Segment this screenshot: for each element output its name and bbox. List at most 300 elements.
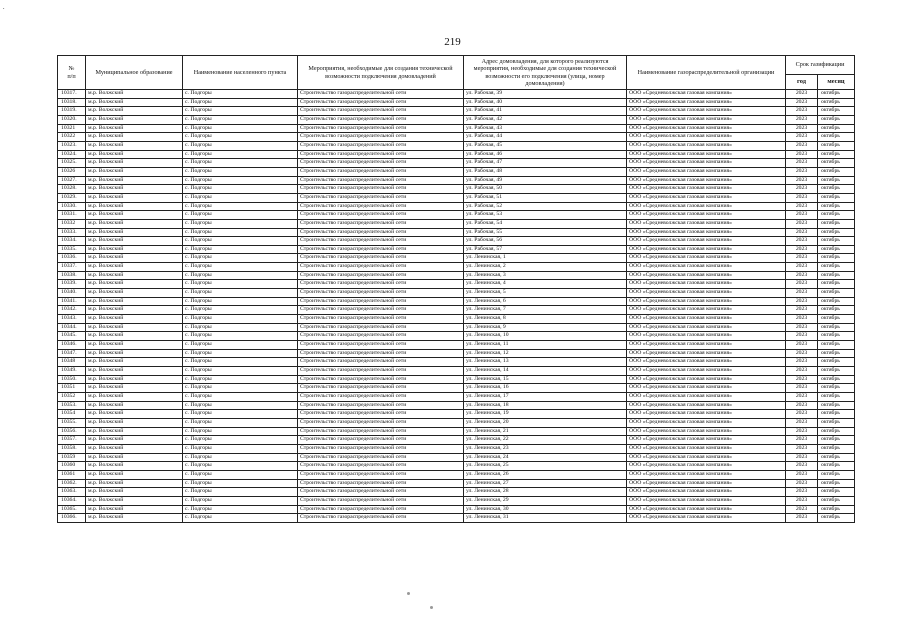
cell-municipality: м.р. Волжский	[86, 479, 183, 488]
cell-settlement: с. Подгоры	[183, 150, 298, 159]
cell-measures: Строительство газораспределительной сети	[298, 306, 464, 315]
cell-month: октябрь	[818, 159, 855, 168]
cell-municipality: м.р. Волжский	[86, 384, 183, 393]
cell-number: 10359	[58, 453, 86, 462]
cell-number: 10348	[58, 358, 86, 367]
cell-month: октябрь	[818, 496, 855, 505]
cell-year: 2023	[786, 237, 818, 246]
cell-municipality: м.р. Волжский	[86, 375, 183, 384]
cell-number: 10323.	[58, 141, 86, 150]
cell-municipality: м.р. Волжский	[86, 133, 183, 142]
cell-address: ул. Рабочая, 54	[464, 219, 627, 228]
cell-settlement: с. Подгоры	[183, 237, 298, 246]
cell-address: ул. Ленинская, 19	[464, 410, 627, 419]
cell-organization: ООО «Средневолжская газовая компания»	[627, 505, 786, 514]
cell-number: 10351	[58, 384, 86, 393]
cell-municipality: м.р. Волжский	[86, 444, 183, 453]
cell-organization: ООО «Средневолжская газовая компания»	[627, 479, 786, 488]
cell-organization: ООО «Средневолжская газовая компания»	[627, 297, 786, 306]
cell-settlement: с. Подгоры	[183, 367, 298, 376]
cell-organization: ООО «Средневолжская газовая компания»	[627, 444, 786, 453]
cell-year: 2023	[786, 479, 818, 488]
cell-organization: ООО «Средневолжская газовая компания»	[627, 323, 786, 332]
cell-month: октябрь	[818, 436, 855, 445]
cell-settlement: с. Подгоры	[183, 496, 298, 505]
cell-settlement: с. Подгоры	[183, 90, 298, 99]
cell-year: 2023	[786, 306, 818, 315]
cell-settlement: с. Подгоры	[183, 514, 298, 523]
table-row	[58, 462, 855, 471]
cell-address: ул. Рабочая, 49	[464, 176, 627, 185]
scan-speck	[407, 592, 410, 595]
cell-organization: ООО «Средневолжская газовая компания»	[627, 263, 786, 272]
cell-month: октябрь	[818, 401, 855, 410]
cell-organization: ООО «Средневолжская газовая компания»	[627, 193, 786, 202]
cell-municipality: м.р. Волжский	[86, 297, 183, 306]
cell-number: 10317.	[58, 90, 86, 99]
cell-settlement: с. Подгоры	[183, 418, 298, 427]
table-row	[58, 514, 855, 523]
cell-year: 2023	[786, 202, 818, 211]
cell-municipality: м.р. Волжский	[86, 496, 183, 505]
cell-year: 2023	[786, 392, 818, 401]
cell-municipality: м.р. Волжский	[86, 306, 183, 315]
cell-number: 10363.	[58, 488, 86, 497]
cell-measures: Строительство газораспределительной сети	[298, 367, 464, 376]
cell-organization: ООО «Средневолжская газовая компания»	[627, 271, 786, 280]
cell-month: октябрь	[818, 384, 855, 393]
cell-organization: ООО «Средневолжская газовая компания»	[627, 133, 786, 142]
cell-year: 2023	[786, 297, 818, 306]
cell-year: 2023	[786, 176, 818, 185]
table-row	[58, 263, 855, 272]
cell-number: 10339.	[58, 280, 86, 289]
cell-municipality: м.р. Волжский	[86, 358, 183, 367]
cell-month: октябрь	[818, 367, 855, 376]
cell-municipality: м.р. Волжский	[86, 124, 183, 133]
cell-number: 10356.	[58, 427, 86, 436]
table-row	[58, 193, 855, 202]
table-row	[58, 271, 855, 280]
cell-measures: Строительство газораспределительной сети	[298, 427, 464, 436]
cell-address: ул. Ленинская, 15	[464, 375, 627, 384]
cell-measures: Строительство газораспределительной сети	[298, 384, 464, 393]
cell-month: октябрь	[818, 453, 855, 462]
cell-month: октябрь	[818, 505, 855, 514]
cell-address: ул. Ленинская, 31	[464, 514, 627, 523]
cell-number: 10365.	[58, 505, 86, 514]
cell-address: ул. Рабочая, 47	[464, 159, 627, 168]
cell-settlement: с. Подгоры	[183, 219, 298, 228]
cell-address: ул. Ленинская, 4	[464, 280, 627, 289]
table-row	[58, 228, 855, 237]
cell-number: 10344.	[58, 323, 86, 332]
cell-organization: ООО «Средневолжская газовая компания»	[627, 228, 786, 237]
cell-month: октябрь	[818, 141, 855, 150]
cell-month: октябрь	[818, 479, 855, 488]
cell-organization: ООО «Средневолжская газовая компания»	[627, 358, 786, 367]
cell-measures: Строительство газораспределительной сети	[298, 219, 464, 228]
cell-number: 10358.	[58, 444, 86, 453]
cell-year: 2023	[786, 159, 818, 168]
cell-year: 2023	[786, 323, 818, 332]
cell-year: 2023	[786, 418, 818, 427]
cell-measures: Строительство газораспределительной сети	[298, 124, 464, 133]
cell-number: 10322	[58, 133, 86, 142]
cell-address: ул. Ленинская, 23	[464, 444, 627, 453]
cell-number: 10330.	[58, 202, 86, 211]
cell-month: октябрь	[818, 237, 855, 246]
cell-number: 10341.	[58, 297, 86, 306]
cell-number: 10326	[58, 167, 86, 176]
cell-address: ул. Ленинская, 21	[464, 427, 627, 436]
gasification-table	[57, 55, 855, 523]
table-row	[58, 436, 855, 445]
header-year: год	[786, 75, 818, 90]
cell-number: 10340.	[58, 289, 86, 298]
table-row	[58, 392, 855, 401]
cell-settlement: с. Подгоры	[183, 115, 298, 124]
cell-organization: ООО «Средневолжская газовая компания»	[627, 375, 786, 384]
cell-settlement: с. Подгоры	[183, 479, 298, 488]
cell-number: 10327.	[58, 176, 86, 185]
cell-year: 2023	[786, 263, 818, 272]
cell-address: ул. Рабочая, 46	[464, 150, 627, 159]
cell-number: 10331.	[58, 211, 86, 220]
cell-measures: Строительство газораспределительной сети	[298, 98, 464, 107]
table-row	[58, 280, 855, 289]
cell-measures: Строительство газораспределительной сети	[298, 488, 464, 497]
table-row	[58, 254, 855, 263]
cell-organization: ООО «Средневолжская газовая компания»	[627, 107, 786, 116]
cell-measures: Строительство газораспределительной сети	[298, 141, 464, 150]
cell-month: октябрь	[818, 193, 855, 202]
cell-address: ул. Ленинская, 16	[464, 384, 627, 393]
cell-month: октябрь	[818, 245, 855, 254]
cell-municipality: м.р. Волжский	[86, 98, 183, 107]
header-address: Адрес домовладения, для которого реализуются мероприятия, необходимые для создания технической возможности его подключения (улица, номер домовладения)	[464, 56, 627, 90]
cell-settlement: с. Подгоры	[183, 271, 298, 280]
cell-number: 10320.	[58, 115, 86, 124]
cell-settlement: с. Подгоры	[183, 176, 298, 185]
cell-settlement: с. Подгоры	[183, 375, 298, 384]
cell-measures: Строительство газораспределительной сети	[298, 176, 464, 185]
cell-address: ул. Ленинская, 29	[464, 496, 627, 505]
cell-address: ул. Рабочая, 52	[464, 202, 627, 211]
cell-address: ул. Ленинская, 18	[464, 401, 627, 410]
cell-organization: ООО «Средневолжская газовая компания»	[627, 98, 786, 107]
cell-year: 2023	[786, 332, 818, 341]
table-row	[58, 488, 855, 497]
cell-year: 2023	[786, 496, 818, 505]
table-row	[58, 384, 855, 393]
cell-organization: ООО «Средневолжская газовая компания»	[627, 211, 786, 220]
cell-address: ул. Рабочая, 43	[464, 124, 627, 133]
table-row	[58, 176, 855, 185]
cell-year: 2023	[786, 401, 818, 410]
cell-year: 2023	[786, 228, 818, 237]
cell-municipality: м.р. Волжский	[86, 341, 183, 350]
cell-municipality: м.р. Волжский	[86, 470, 183, 479]
cell-month: октябрь	[818, 297, 855, 306]
cell-year: 2023	[786, 488, 818, 497]
cell-municipality: м.р. Волжский	[86, 289, 183, 298]
table-row	[58, 115, 855, 124]
cell-organization: ООО «Средневолжская газовая компания»	[627, 289, 786, 298]
cell-year: 2023	[786, 211, 818, 220]
cell-settlement: с. Подгоры	[183, 289, 298, 298]
cell-settlement: с. Подгоры	[183, 315, 298, 324]
cell-organization: ООО «Средневолжская газовая компания»	[627, 306, 786, 315]
corner-mark: .	[0, 1, 6, 12]
cell-measures: Строительство газораспределительной сети	[298, 453, 464, 462]
cell-address: ул. Ленинская, 7	[464, 306, 627, 315]
header-measures: Мероприятия, необходимые для создания технической возможности подключения домовладений	[298, 56, 464, 90]
cell-year: 2023	[786, 193, 818, 202]
cell-year: 2023	[786, 384, 818, 393]
cell-number: 10353.	[58, 401, 86, 410]
cell-measures: Строительство газораспределительной сети	[298, 505, 464, 514]
cell-address: ул. Рабочая, 55	[464, 228, 627, 237]
cell-year: 2023	[786, 514, 818, 523]
table-row	[58, 141, 855, 150]
cell-measures: Строительство газораспределительной сети	[298, 115, 464, 124]
cell-municipality: м.р. Волжский	[86, 211, 183, 220]
cell-address: ул. Рабочая, 53	[464, 211, 627, 220]
cell-address: ул. Ленинская, 22	[464, 436, 627, 445]
cell-municipality: м.р. Волжский	[86, 254, 183, 263]
cell-address: ул. Ленинская, 6	[464, 297, 627, 306]
cell-address: ул. Ленинская, 13	[464, 358, 627, 367]
cell-year: 2023	[786, 90, 818, 99]
cell-organization: ООО «Средневолжская газовая компания»	[627, 367, 786, 376]
cell-number: 10328.	[58, 185, 86, 194]
cell-organization: ООО «Средневолжская газовая компания»	[627, 176, 786, 185]
cell-address: ул. Рабочая, 50	[464, 185, 627, 194]
cell-number: 10335.	[58, 245, 86, 254]
cell-municipality: м.р. Волжский	[86, 488, 183, 497]
table-row	[58, 124, 855, 133]
cell-address: ул. Ленинская, 10	[464, 332, 627, 341]
cell-settlement: с. Подгоры	[183, 488, 298, 497]
cell-measures: Строительство газораспределительной сети	[298, 237, 464, 246]
cell-address: ул. Рабочая, 40	[464, 98, 627, 107]
cell-municipality: м.р. Волжский	[86, 115, 183, 124]
cell-settlement: с. Подгоры	[183, 341, 298, 350]
page-number: 219	[444, 36, 461, 48]
table-row	[58, 90, 855, 99]
cell-measures: Строительство газораспределительной сети	[298, 401, 464, 410]
cell-month: октябрь	[818, 254, 855, 263]
cell-number: 10333.	[58, 228, 86, 237]
cell-measures: Строительство газораспределительной сети	[298, 332, 464, 341]
cell-settlement: с. Подгоры	[183, 358, 298, 367]
cell-month: октябрь	[818, 219, 855, 228]
cell-municipality: м.р. Волжский	[86, 349, 183, 358]
cell-measures: Строительство газораспределительной сети	[298, 167, 464, 176]
cell-measures: Строительство газораспределительной сети	[298, 297, 464, 306]
header-deadline: Срок газификации	[786, 56, 855, 75]
cell-measures: Строительство газораспределительной сети	[298, 462, 464, 471]
table-row	[58, 297, 855, 306]
table-row	[58, 470, 855, 479]
cell-measures: Строительство газораспределительной сети	[298, 392, 464, 401]
cell-organization: ООО «Средневолжская газовая компания»	[627, 427, 786, 436]
table-row	[58, 306, 855, 315]
cell-organization: ООО «Средневолжская газовая компания»	[627, 202, 786, 211]
table-row	[58, 505, 855, 514]
cell-measures: Строительство газораспределительной сети	[298, 444, 464, 453]
cell-address: ул. Ленинская, 5	[464, 289, 627, 298]
cell-municipality: м.р. Волжский	[86, 436, 183, 445]
cell-address: ул. Рабочая, 41	[464, 107, 627, 116]
cell-organization: ООО «Средневолжская газовая компания»	[627, 90, 786, 99]
cell-settlement: с. Подгоры	[183, 392, 298, 401]
cell-municipality: м.р. Волжский	[86, 141, 183, 150]
cell-settlement: с. Подгоры	[183, 228, 298, 237]
cell-number: 10357.	[58, 436, 86, 445]
cell-municipality: м.р. Волжский	[86, 167, 183, 176]
table-row	[58, 219, 855, 228]
cell-settlement: с. Подгоры	[183, 436, 298, 445]
cell-month: октябрь	[818, 470, 855, 479]
cell-number: 10364.	[58, 496, 86, 505]
cell-month: октябрь	[818, 167, 855, 176]
cell-month: октябрь	[818, 306, 855, 315]
cell-organization: ООО «Средневолжская газовая компания»	[627, 401, 786, 410]
cell-year: 2023	[786, 453, 818, 462]
table-row	[58, 159, 855, 168]
cell-address: ул. Ленинская, 20	[464, 418, 627, 427]
cell-municipality: м.р. Волжский	[86, 332, 183, 341]
cell-year: 2023	[786, 358, 818, 367]
cell-municipality: м.р. Волжский	[86, 505, 183, 514]
cell-year: 2023	[786, 245, 818, 254]
cell-municipality: м.р. Волжский	[86, 401, 183, 410]
cell-month: октябрь	[818, 107, 855, 116]
cell-address: ул. Ленинская, 11	[464, 341, 627, 350]
cell-address: ул. Ленинская, 27	[464, 479, 627, 488]
cell-month: октябрь	[818, 176, 855, 185]
table-row	[58, 237, 855, 246]
cell-address: ул. Ленинская, 1	[464, 254, 627, 263]
cell-number: 10346.	[58, 341, 86, 350]
cell-measures: Строительство газораспределительной сети	[298, 228, 464, 237]
table-row	[58, 444, 855, 453]
cell-municipality: м.р. Волжский	[86, 228, 183, 237]
cell-settlement: с. Подгоры	[183, 453, 298, 462]
cell-settlement: с. Подгоры	[183, 323, 298, 332]
table-row	[58, 315, 855, 324]
cell-municipality: м.р. Волжский	[86, 418, 183, 427]
cell-measures: Строительство газораспределительной сети	[298, 193, 464, 202]
cell-settlement: с. Подгоры	[183, 470, 298, 479]
cell-municipality: м.р. Волжский	[86, 107, 183, 116]
cell-month: октябрь	[818, 375, 855, 384]
table-row	[58, 496, 855, 505]
cell-organization: ООО «Средневолжская газовая компания»	[627, 436, 786, 445]
cell-settlement: с. Подгоры	[183, 245, 298, 254]
cell-measures: Строительство газораспределительной сети	[298, 202, 464, 211]
cell-settlement: с. Подгоры	[183, 505, 298, 514]
cell-address: ул. Рабочая, 45	[464, 141, 627, 150]
table-row	[58, 323, 855, 332]
cell-organization: ООО «Средневолжская газовая компания»	[627, 496, 786, 505]
cell-address: ул. Ленинская, 30	[464, 505, 627, 514]
cell-number: 10325.	[58, 159, 86, 168]
table-row	[58, 211, 855, 220]
cell-year: 2023	[786, 462, 818, 471]
cell-address: ул. Ленинская, 28	[464, 488, 627, 497]
cell-measures: Строительство газораспределительной сети	[298, 280, 464, 289]
cell-organization: ООО «Средневолжская газовая компания»	[627, 453, 786, 462]
cell-settlement: с. Подгоры	[183, 124, 298, 133]
cell-month: октябрь	[818, 124, 855, 133]
cell-address: ул. Рабочая, 56	[464, 237, 627, 246]
cell-number: 10345.	[58, 332, 86, 341]
cell-organization: ООО «Средневолжская газовая компания»	[627, 470, 786, 479]
cell-month: октябрь	[818, 358, 855, 367]
cell-number: 10332	[58, 219, 86, 228]
cell-measures: Строительство газораспределительной сети	[298, 514, 464, 523]
table-row	[58, 418, 855, 427]
cell-address: ул. Рабочая, 57	[464, 245, 627, 254]
cell-measures: Строительство газораспределительной сети	[298, 245, 464, 254]
cell-measures: Строительство газораспределительной сети	[298, 323, 464, 332]
cell-organization: ООО «Средневолжская газовая компания»	[627, 141, 786, 150]
cell-measures: Строительство газораспределительной сети	[298, 211, 464, 220]
cell-settlement: с. Подгоры	[183, 444, 298, 453]
cell-organization: ООО «Средневолжская газовая компания»	[627, 124, 786, 133]
cell-month: октябрь	[818, 410, 855, 419]
cell-number: 10366.	[58, 514, 86, 523]
cell-address: ул. Рабочая, 48	[464, 167, 627, 176]
cell-year: 2023	[786, 167, 818, 176]
cell-settlement: с. Подгоры	[183, 254, 298, 263]
cell-settlement: с. Подгоры	[183, 185, 298, 194]
table-row	[58, 341, 855, 350]
cell-municipality: м.р. Волжский	[86, 150, 183, 159]
cell-municipality: м.р. Волжский	[86, 514, 183, 523]
cell-number: 10361	[58, 470, 86, 479]
cell-municipality: м.р. Волжский	[86, 237, 183, 246]
cell-measures: Строительство газораспределительной сети	[298, 375, 464, 384]
cell-number: 10360	[58, 462, 86, 471]
cell-organization: ООО «Средневолжская газовая компания»	[627, 341, 786, 350]
cell-year: 2023	[786, 341, 818, 350]
cell-address: ул. Ленинская, 8	[464, 315, 627, 324]
cell-settlement: с. Подгоры	[183, 202, 298, 211]
cell-number: 10349.	[58, 367, 86, 376]
table-row	[58, 358, 855, 367]
cell-month: октябрь	[818, 228, 855, 237]
cell-month: октябрь	[818, 133, 855, 142]
cell-address: ул. Ленинская, 25	[464, 462, 627, 471]
table-row	[58, 410, 855, 419]
cell-month: октябрь	[818, 115, 855, 124]
table-row	[58, 375, 855, 384]
cell-municipality: м.р. Волжский	[86, 462, 183, 471]
table-row	[58, 479, 855, 488]
cell-number: 10337.	[58, 263, 86, 272]
cell-address: ул. Ленинская, 17	[464, 392, 627, 401]
cell-month: октябрь	[818, 488, 855, 497]
cell-settlement: с. Подгоры	[183, 462, 298, 471]
cell-month: октябрь	[818, 332, 855, 341]
cell-address: ул. Ленинская, 14	[464, 367, 627, 376]
cell-address: ул. Рабочая, 39	[464, 90, 627, 99]
cell-measures: Строительство газораспределительной сети	[298, 107, 464, 116]
